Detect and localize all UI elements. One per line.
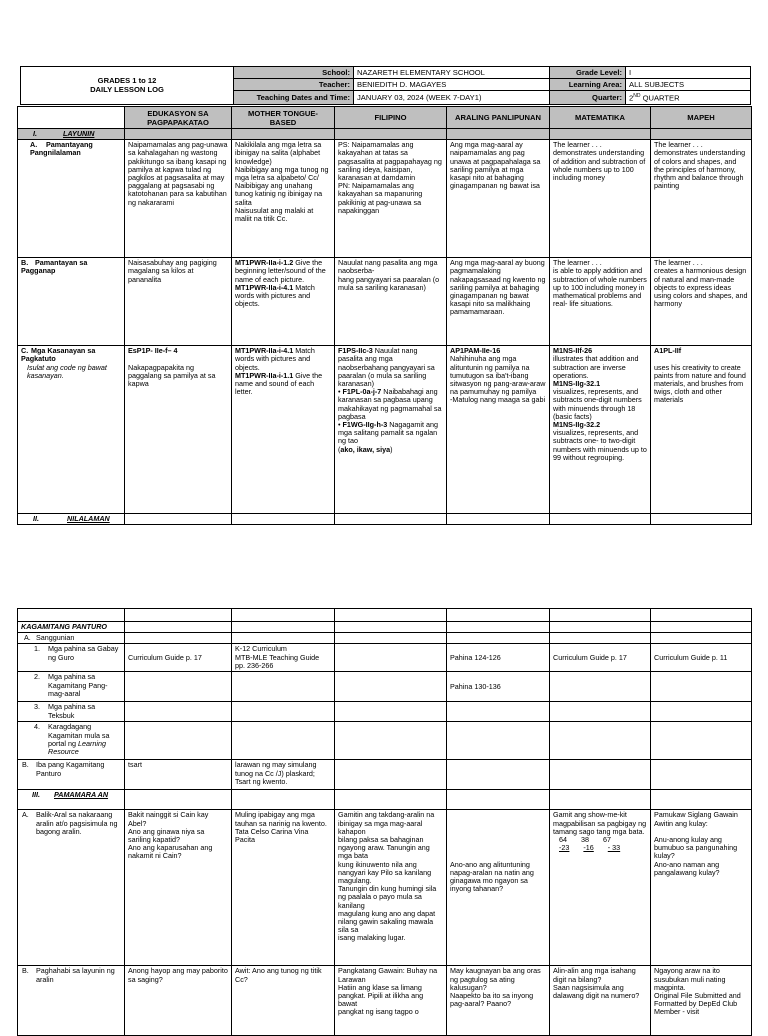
code-mapeh: A1PL-IIf xyxy=(654,346,682,356)
school-value: NAZARETH ELEMENTARY SCHOOL xyxy=(354,67,550,79)
cell-b-fil: Nauulat nang pasalita ang mga naobserba- hang pangyayari sa paaralan (o mula sa sariling karanasan) xyxy=(335,258,447,346)
text-fil-4: ako, ikaw, siya xyxy=(340,444,391,454)
cell-c-ap xyxy=(447,346,550,514)
row-num: 1. xyxy=(34,644,40,654)
code-fil-3: F1WG-IIg-h-3 xyxy=(342,420,388,430)
cell-a1-esp: Curriculum Guide p. 17 xyxy=(125,644,232,672)
quarter-value: 2ND QUARTER xyxy=(626,91,751,105)
subtrahend: -23 xyxy=(559,843,570,853)
row-num: A. xyxy=(24,633,31,643)
math-instruction: Gamit ang show-me-kit magpabilisan sa pagbigay ng tamang sago tang mga bata. xyxy=(553,810,647,836)
subtrahend: - 33 xyxy=(607,843,621,853)
row-num: 3. xyxy=(34,702,40,712)
text-fil-3: Nagagamit ang mga salitang pamalit sa ngalan ng tao xyxy=(338,420,438,446)
cell-bkag-esp: tsart xyxy=(125,760,232,790)
row-pb-label xyxy=(18,966,125,1036)
title-line2: DAILY LESSON LOG xyxy=(90,85,164,95)
cell-pa-mtb: Muling ipabigay ang mga tauhan sa narinig na kwento. Tata Celso Carina Vina Pacita xyxy=(232,810,335,966)
col-mapeh: MAPEH xyxy=(651,107,752,129)
code-ap: AP1PAM-IIe-16 xyxy=(450,346,501,356)
objectives-table xyxy=(17,106,752,525)
dates-value: JANUARY 03, 2024 (WEEK 7-DAY1) xyxy=(354,91,550,105)
minuend: 67 xyxy=(603,835,611,845)
corner-cell xyxy=(18,107,125,129)
row-label: Paghahabi sa layunin ng aralin xyxy=(36,966,115,984)
cell-a1-mapeh: Curriculum Guide p. 11 xyxy=(651,644,752,672)
row-label-italic: Learning Resource xyxy=(48,738,106,757)
cell-a2-mtb xyxy=(232,672,335,702)
section-nilalaman xyxy=(18,514,125,525)
row-label: Mga pahina sa Kagamitang Pang-mag-aaral xyxy=(48,672,108,698)
section-num: II. xyxy=(33,514,39,524)
cell-bkag-mtb: larawan ng may simulang tunog na Cc /J) plaskard; Tsart ng kwento. xyxy=(232,760,335,790)
text-mapeh: uses his creativity to create paints from nature and found materials, and brushes from twigs, cloth and other materials xyxy=(654,362,746,405)
text-mtb-1: Match words with pictures and objects. xyxy=(235,346,315,372)
row-num: 2. xyxy=(34,672,40,682)
cell-a-math: The learner . . . demonstrates understanding of addition and subtraction of whole numbers up to 100 including money xyxy=(550,140,651,258)
text-math-2: visualizes, represents, and subtracts one-digit numbers with minuends through 18 (basic facts) xyxy=(553,387,642,421)
text-fil-2: Naibabahagi ang karanasan sa pagbasa upang makahikayat ng pagmamahal sa pagbasa xyxy=(338,387,442,421)
row-label-a: A. Pamantayang Pangnilalaman xyxy=(18,140,125,258)
row-c-sublabel: Isulat ang code ng bawat kasanayan. xyxy=(27,362,107,380)
cell-a-mapeh: The learner . . . demonstrates understanding of colors and shapes, and the principles of harmony, rhythm and balance through painting xyxy=(651,140,752,258)
grade-label: Grade Level: xyxy=(550,67,626,79)
col-filipino: FILIPINO xyxy=(335,107,447,129)
cell-b-esp: Naisasabuhay ang pagiging magalang sa kilos at pananalita xyxy=(125,258,232,346)
code-math-1: M1NS-IIf-26 xyxy=(553,346,593,356)
section-title: NILALAMAN xyxy=(67,514,110,524)
cell-a2-ap: Pahina 130-136 xyxy=(447,672,550,702)
row-label: Mga pahina sa Gabay ng Guro xyxy=(48,644,119,662)
code-esp: EsP1P- IIe-f– 4 xyxy=(128,346,178,356)
row-a1-label xyxy=(18,644,125,672)
col-esp: EDUKASYON SA PAGPAPAKATAO xyxy=(125,107,232,129)
cell-b-math: The learner . . . is able to apply addition and subtraction of whole numbers up to 100 including money in mathematical problems and real- life situations. xyxy=(550,258,651,346)
col-mtb: MOTHER TONGUE-BASED xyxy=(232,107,335,129)
row-a-label: Pamantayang Pangnilalaman xyxy=(30,140,93,158)
section-title: LAYUNIN xyxy=(63,129,95,138)
code-math-2: M1NS-IIg-32.1 xyxy=(553,379,601,389)
school-label: School: xyxy=(234,67,354,79)
cell-pa-math xyxy=(550,810,651,966)
cell-c-esp xyxy=(125,346,232,514)
cell-b-mtb: MT1PWR-IIa-i-1.2 Give the beginning letter/sound of the name of each picture. MT1PWR-IIa-i-4.1 Match words with pictures and objects. xyxy=(232,258,335,346)
cell-a2-math xyxy=(550,672,651,702)
cell-pb-math: Alin-alin ang mga isahang digit na bilang? Saan nagsisimula ang dalawang digit na numero? xyxy=(550,966,651,1036)
cell-a-ap: Ang mga mag-aaral ay naipamamalas ang pag unawa at pagpapahalaga sa sariling pamilya at mga kasapi nito at bahaging ginagampanan ng bawat isa xyxy=(447,140,550,258)
row-pa-label xyxy=(18,810,125,966)
subtrahend: -16 xyxy=(583,843,594,853)
row-label: Iba pang Kagamitang Panturo xyxy=(36,760,105,778)
row-a2-label xyxy=(18,672,125,702)
code-fil-2: F1PL-0a-j-7 xyxy=(342,387,382,397)
text-esp: Nakapagpapakita ng paggalang sa pamilya at sa kapwa xyxy=(128,362,216,389)
area-value: ALL SUBJECTS xyxy=(626,79,751,91)
section-kagamitan: KAGAMITANG PANTURO xyxy=(18,622,125,633)
quarter-label: Quarter: xyxy=(550,91,626,105)
row-num: B. xyxy=(22,966,29,976)
cell-pb-fil: Pangkatang Gawain: Buhay na Larawan Hatiin ang klase sa limang pangkat. Pipili at ilikha ang bawat pangkat ng isang tagpo o xyxy=(335,966,447,1036)
cell-a1-ap: Pahina 124-126 xyxy=(447,644,550,672)
teacher-value: BENIEDITH D. MAGAYES xyxy=(354,79,550,91)
cell-c-fil: F1PS-IIc-3 Nauulat nang pasalita ang mga naobserbahang pangyayari sa paaralan (o mula sa sariling karanasan) • F1PL-0a-j-7 Naibabahagi ang karanasan sa pagbasa upang makahikayat ng pagmamahal sa pagbasa • F1WG-IIg-h-3 Nagagamit ang mga salitang pamalit sa ngalan ng tao (ako, ikaw, siya) xyxy=(335,346,447,514)
materials-table xyxy=(17,608,752,1036)
cell-pb-mapeh: Ngayong araw na ito susubukan muli nating magpinta. Original File Submitted and Formatted by DepEd Club Member - visit xyxy=(651,966,752,1036)
row-num: B. xyxy=(22,760,29,770)
cell-c-mapeh xyxy=(651,346,752,514)
row-c-label: Mga Kasanayan sa Pagkatuto xyxy=(21,346,96,364)
row-label: Sanggunian xyxy=(36,633,75,643)
row-bkag-label xyxy=(18,760,125,790)
section-num: III. xyxy=(32,790,40,800)
cell-b-mapeh: The learner . . . creates a harmonious design of natural and man-made objects to express ideas using colors and shapes, and harmony xyxy=(651,258,752,346)
code-mtb-1: MT1PWR-IIa-i-4.1 xyxy=(235,346,294,356)
minuend: 38 xyxy=(581,835,589,845)
cell-pb-ap: May kaugnayan ba ang oras ng pagtulog sa ating kalusugan? Naapekto ba ito sa inyong pag-aaral? Paano? xyxy=(447,966,550,1036)
row-label-c: C. Mga Kasanayan sa Pagkatuto Isulat ang code ng bawat kasanayan. xyxy=(18,346,125,514)
row-label: Mga pahina sa Teksbuk xyxy=(48,702,96,720)
row-label: Karagdagang Kagamitan mula sa portal ng xyxy=(48,722,110,748)
cell-a-fil: PS: Naipamamalas ang kakayahan at tatas sa pagsasalita at pagpapahayag ng sariling ideya, kaisipan, karanasan at damdamin PN: Naipamamalas ang kakayahan sa mapanuring pakikinig at pag-unawa sa napakinggan xyxy=(335,140,447,258)
code-fil-1: F1PS-IIc-3 xyxy=(338,346,373,356)
text-fil-1: Nauulat nang pasalita ang mga naobserbahang pangyayari sa paaralan (o mula sa sariling karanasan) xyxy=(338,346,435,389)
cell-a-esp: Naipamamalas ang pag-unawa sa kahalagahan ng wastong pakikitungo sa ibang kasapi ng pamilya at kapwa tulad ng pagkilos at pagsasalita at may paggalang at pagsasabi ng katotohanan para sa kabutihan ng nakararami xyxy=(125,140,232,258)
header-title xyxy=(21,67,234,105)
col-ap: ARALING PANLIPUNAN xyxy=(447,107,550,129)
section-num: I. xyxy=(33,129,37,138)
section-title: PAMAMARA AN xyxy=(54,790,109,800)
cell-a1-fil xyxy=(335,644,447,672)
row-label-b: B. Pamantayan sa Pagganap xyxy=(18,258,125,346)
cell-a-mtb: Nakikilala ang mga letra sa ibinigay na salita (alphabet knowledge) Naibibigay ang mga tunog ng mga letra sa alpabeto/ Cc/ Naibibigay ang unahang tunog katinig ng ibinigay na salita Naisusulat ang malaki at maliit na titik Cc. xyxy=(232,140,335,258)
cell-pb-mtb: Awit: Ano ang tunog ng titik Cc? xyxy=(232,966,335,1036)
cell-pb-esp: Anong hayop ang may paborito sa saging? xyxy=(125,966,232,1036)
row-a4-label xyxy=(18,722,125,760)
section-pamamaraan xyxy=(18,790,125,810)
col-math: MATEMATIKA xyxy=(550,107,651,129)
cell-c-mtb xyxy=(232,346,335,514)
text-ap: Nahihinuha ang mga alituntunin ng pamilya na tumutugon sa iba't-ibang sitwasyon ng pang-araw-araw na pamumuhay ng pamilya -Matulog nang maaga sa gabi xyxy=(450,354,546,405)
row-a3-label xyxy=(18,702,125,722)
cell-pa-fil: Gamitin ang takdang-aralin na ibinigay sa mga mag-aaral kahapon bilang paksa sa bahaginan ngayong araw. Tanungin ang mga bata kung ikinuwento nila ang nangyari kay Pilo sa kanilang magulang. Tanungin din kung humingi sila ng paalala o payo mula sa kanilang magulang kung ano ang dapat nilang gawin sakaling mawala sila sa isang malaking lugar. xyxy=(335,810,447,966)
text-mtb-2: Give the name and sound of each letter. xyxy=(235,370,323,397)
cell-pa-esp: Bakit nainggit si Cain kay Abel? Ano ang ginawa niya sa sariling kapatid? Ano ang kaparusahan ang nakamit ni Cain? xyxy=(125,810,232,966)
cell-a2-esp xyxy=(125,672,232,702)
text-math-3: visualizes, represents, and subtracts one- to two-digit numbers with minuends up to 99 without regrouping. xyxy=(553,428,647,462)
cell-pa-ap: Ano-ano ang alituntuning napag-aralan na natin ang ginagawa mo ngayon sa inyong tahanan? xyxy=(447,810,550,966)
code-math-3: M1NS-IIg-32.2 xyxy=(553,420,601,430)
title-line1: GRADES 1 to 12 xyxy=(97,76,157,86)
cell-b-ap: Ang mga mag-aaral ay buong pagmamalaking nakapagsasaad ng kwento ng sariling pamilya at bahaging ginagampanan ng bawat kasapi nito sa malikhaing pamamamaraan. xyxy=(447,258,550,346)
teacher-label: Teacher: xyxy=(234,79,354,91)
row-num: 4. xyxy=(34,722,40,732)
section-layunin xyxy=(18,129,125,140)
cell-a2-fil xyxy=(335,672,447,702)
subtraction-row-bottom xyxy=(553,844,647,852)
cell-a1-math: Curriculum Guide p. 17 xyxy=(550,644,651,672)
dates-label: Teaching Dates and Time: xyxy=(234,91,354,105)
header-table xyxy=(20,66,751,105)
grade-value: I xyxy=(626,67,751,79)
code-mtb-2: MT1PWR-IIa-i-1.1 xyxy=(235,370,294,380)
text-math-1: illustrates that addition and subtraction are inverse operations. xyxy=(553,354,639,380)
minuend: 64 xyxy=(559,835,567,845)
row-label: Balik-Aral sa nakaraang aralin at/o pagsisimula ng bagong aralin. xyxy=(36,810,118,836)
row-b-label: Pamantayan sa Pagganap xyxy=(21,258,88,276)
area-label: Learning Area: xyxy=(550,79,626,91)
cell-c-math xyxy=(550,346,651,514)
cell-a2-mapeh xyxy=(651,672,752,702)
row-num: A. xyxy=(22,810,29,820)
cell-pa-mapeh: Pamukaw Siglang Gawain Awitin ang kulay: Anu-anong kulay ang bumubuo sa pangunahing kulay? Ano-ano naman ang pangalawang kulay? xyxy=(651,810,752,966)
row-sanggunian xyxy=(18,633,125,644)
cell-a1-mtb: K-12 Curriculum MTB-MLE Teaching Guide pp. 236-266 xyxy=(232,644,335,672)
